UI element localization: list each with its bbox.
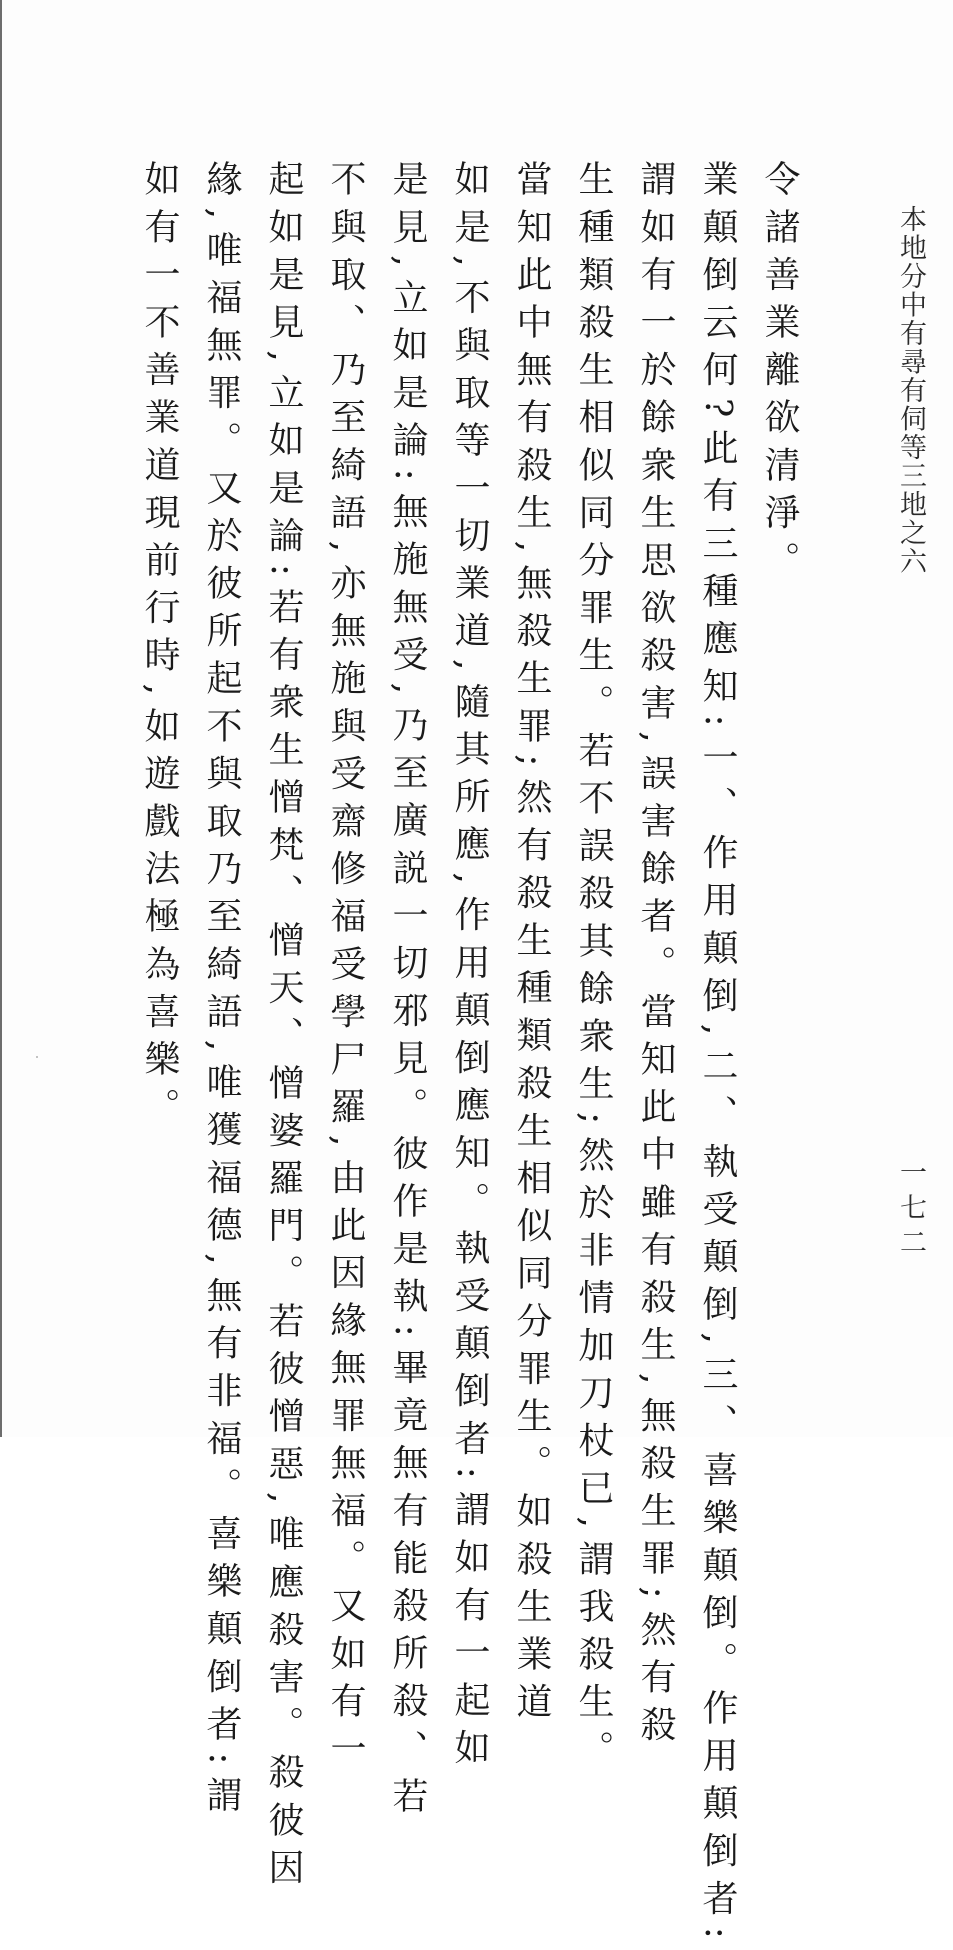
text-column: 如是,不與取等一切業道,隨其所應,作用顛倒應知。執受顛倒者:謂如有一起如: [449, 160, 490, 1777]
page-number: 一七二: [895, 1158, 926, 1263]
text-column: 不與取、乃至綺語,亦無施與受齋修福受學尸羅,由此因緣無罪無福。又如有一: [325, 160, 366, 1777]
scan-speck: [36, 1056, 38, 1058]
page-edge-rule: [0, 0, 2, 1437]
body-text: [139, 160, 810, 1950]
text-column: 當知此中無有殺生,無殺生罪;然有殺生種類殺生相似同分罪生。如殺生業道: [511, 160, 552, 1730]
text-column: 緣,唯福無罪。又於彼所起不與取乃至綺語,唯獲福德,無有非福。喜樂顛倒者:謂: [201, 160, 242, 1824]
text-column: 謂如有一於餘衆生思欲殺害,誤害餘者。當知此中雖有殺生,無殺生罪;然有殺: [635, 160, 676, 1754]
text-column: 生種類殺生相似同分罪生。若不誤殺其餘衆生;然於非情加刀杖已,謂我殺生。: [573, 160, 614, 1778]
text-column: 是見,立如是論:無施無受,乃至廣説一切邪見。彼作是執:畢竟無有能殺所殺、若: [387, 160, 428, 1825]
running-header: 本地分中有尋有伺等三地之六: [895, 205, 926, 576]
text-column: 起如是見,立如是論:若有衆生憎梵、憎天、憎婆羅門。若彼憎惡,唯應殺害。殺彼因: [263, 160, 304, 1896]
text-column: 令諸善業離欲清淨。: [759, 160, 800, 589]
text-column: 業顛倒云何?此有三種應知:一、作用顛倒,二、執受顛倒,三、喜樂顛倒。作用顛倒者:: [697, 160, 738, 1950]
text-column: 如有一不善業道現前行時,如遊戲法極為喜樂。: [139, 160, 180, 1136]
